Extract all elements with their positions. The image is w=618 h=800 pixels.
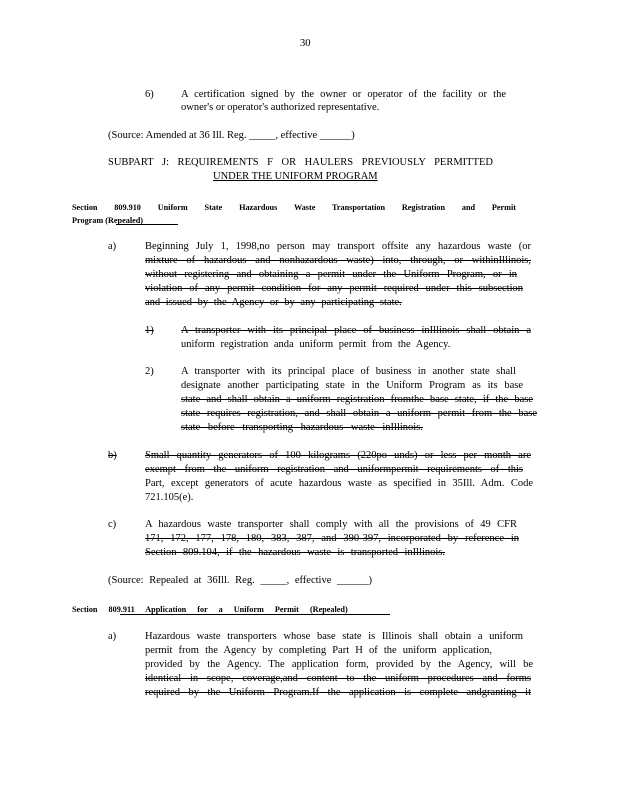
para-a2-label: 2) [145,366,154,377]
subpart-heading: SUBPART J: REQUIREMENTS F OR HAULERS PREVIOUSLY PERMITTED [108,157,493,168]
section-910-program-label: Program (Repealed) [72,216,144,225]
subpart-heading-line2 [213,170,378,183]
para-a-line-struck: without registering and obtaining a permit under the Uniform Program, or in [145,269,517,280]
item-6-line: owner's or operator's authorized representative. [181,102,380,113]
para-b-line-struck: exempt from the uniform registration and uniformpermit requirements of this [145,464,523,475]
para-911a-line: provided by the Agency. The application form, provided by the Agency, will be [145,659,533,670]
subpart-heading-underlined: UNDER THE UNIFORM PROGRAM [213,171,378,182]
para-a1-line: uniform registration anda uniform permit from the Agency. [181,339,451,350]
para-b-line-struck: Small quantity generators of 100 kilograms (220po unds) or less per month are [145,450,531,461]
item-6-line: A certification signed by the owner or operator of the facility or the [181,89,506,100]
para-a-label: a) [108,241,117,252]
para-c-label: c) [108,519,117,530]
para-911a-line-struck: identical in scope, coverage,and content to the uniform procedures and forms [145,673,531,684]
para-b-line: 721.105(e). [145,492,194,503]
para-a-line-struck: violation of any permit condition for any permit required under this subsection [145,283,523,294]
para-911a-line-struck: required by the Uniform Program.If the application is complete andgranting it [145,687,531,698]
para-b-line: Part, except generators of acute hazardous waste as specified in 35Ill. Adm. Code [145,478,533,489]
para-c-line-struck: 171, 172, 177, 178, 180, 383, 387, and 390-397, incorporated by reference in [145,533,519,544]
section-910-heading: Section 809.910 Uniform State Hazardous Waste Transportation Registration and Permit [72,203,516,212]
section-910-heading-line2 [72,214,143,227]
para-c-line-struck: Section 809.104, if the hazardous waste is transported inIllinois. [145,547,445,558]
para-b-label: b) [108,450,117,461]
source-note: (Source: Repealed at 36Ill. Reg. _____, effective ______) [108,575,372,586]
para-a2-line-struck: state requires registration, and shall obtain a uniform permit from the base [181,408,537,419]
para-a-line: Beginning July 1, 1998,no person may transport offsite any hazardous waste (or [145,241,531,252]
para-a1-line-struck: A transporter with its principal place of business inIllinois shall obtain a [181,325,531,336]
section-911-underline [120,614,390,615]
para-911a-label: a) [108,631,117,642]
para-a2-line: designate another participating state in the Uniform Program as its base [181,380,523,391]
para-911a-line: permit from the Agency by completing Part H of the uniform application, [145,645,492,656]
para-c-line: A hazardous waste transporter shall comply with all the provisions of 49 CFR [145,519,517,530]
para-911a-line: Hazardous waste transporters whose base state is Illinois shall obtain a uniform [145,631,523,642]
para-a2-line-struck: state and shall obtain a uniform registration fromthe base state, if the base [181,394,533,405]
section-910-underline [116,224,178,225]
item-6-label: 6) [145,89,154,100]
para-a2-line: A transporter with its principal place of business in another state shall [181,366,516,377]
para-a-line-struck: and issued by the Agency or by any participating state. [145,297,402,308]
source-note: (Source: Amended at 36 Ill. Reg. _____, effective ______) [108,130,355,141]
para-a-line-struck: mixture of hazardous and nonhazardous waste) into, through, or withinIllinois, [145,255,531,266]
para-a1-label: 1) [145,325,154,336]
page-number: 30 [300,38,311,49]
section-911-heading: Section 809.911 Application for a Uniform Permit (Repealed) [72,605,348,614]
para-a2-line-struck: state before transporting hazardous waste inIllinois. [181,422,423,433]
